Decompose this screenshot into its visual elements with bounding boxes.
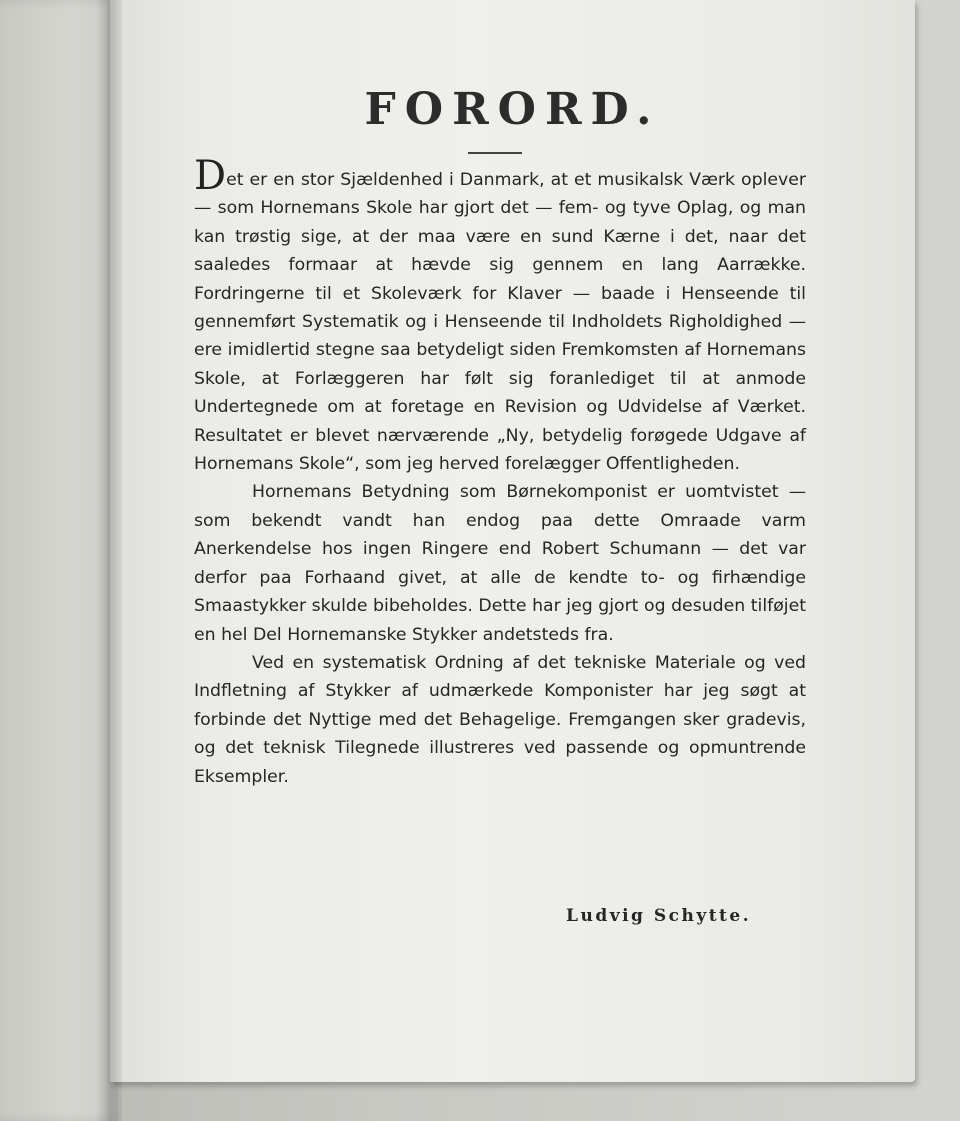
author-signature: Ludvig Schytte.	[566, 906, 752, 926]
drop-cap-initial: D	[194, 153, 227, 199]
preface-body	[194, 153, 806, 791]
book-page	[110, 0, 915, 1082]
paragraph-1	[194, 153, 806, 478]
paragraph-1-text: et er en stor Sjældenhed i Danmark, at et musikalsk Værk oplever — som Hornemans Skole har gjort det — fem- og tyve Oplag, og man kan trøstig sige, at der maa være en sund Kærne i det, naar det saaledes formaar at hævde sig gennem en lang Aarrække. Fordringerne til et Skoleværk for Klaver — baade i Henseende til gennemført Systematik og i Henseende til Indholdets Righoldighed — ere imidlertid stegne saa betydeligt siden Fremkomsten af Hornemans Skole, at Forlæggeren har følt sig foranlediget til at anmode Undertegnede om at foretage en Revision og Udvidelse af Værket. Resultatet er blevet nærværende „Ny, betydelig forøgede Udgave af Hornemans Skole“, som jeg herved forelægger Offentligheden.	[194, 170, 806, 475]
gutter-shadow	[96, 0, 122, 1121]
page-title: FORORD.	[364, 84, 661, 135]
paragraph-3: Ved en systematisk Ordning af det tekniske Materiale og ved Indfletning af Stykker af udmærkede Komponister har jeg søgt at forbinde det Nyttige med det Behagelige. Fremgangen sker gradevis, og det teknisk Tilegnede illustreres ved passende og opmuntrende Eksempler.	[194, 652, 806, 787]
title-divider	[468, 152, 522, 154]
paragraph-2: Hornemans Betydning som Børnekomponist er uomtvistet — som bekendt vandt han endog paa dette Omraade varm Anerkendelse hos ingen Ringere end Robert Schumann — det var derfor paa Forhaand givet, at alle de kendte to- og firhændige Smaastykker skulde bibeholdes. Dette har jeg gjort og desuden tilføjet en hel Del Hornemanske Stykker andetsteds fra.	[194, 482, 806, 645]
